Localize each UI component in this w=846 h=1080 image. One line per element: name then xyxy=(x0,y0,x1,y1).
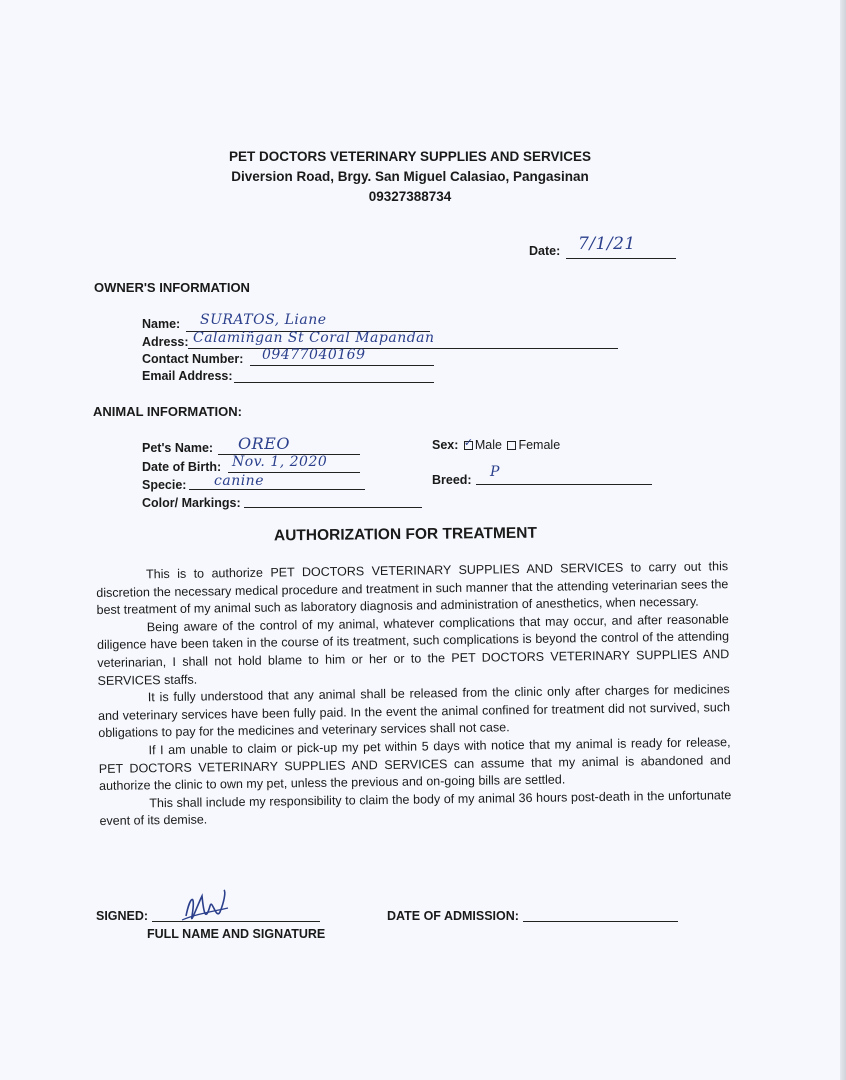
pet-name-value: OREO xyxy=(238,434,290,453)
owner-address-value: Calamiñgan St Coral Mapandan xyxy=(193,330,435,346)
page-edge-shadow xyxy=(840,0,846,1080)
specie-field[interactable] xyxy=(189,489,365,490)
dob-label: Date of Birth: xyxy=(142,460,222,474)
authorization-paragraph-5: This shall include my responsibility to claim the body of my animal 36 hours post-death in the unfortunate event of its demise. xyxy=(99,787,732,829)
sex-field xyxy=(432,438,560,452)
specie-label: Specie: xyxy=(142,478,187,492)
owner-section-title: OWNER'S INFORMATION xyxy=(94,280,250,295)
date-label: Date: xyxy=(529,244,561,258)
specie-value: canine xyxy=(214,473,264,489)
authorization-paragraph-2: Being aware of the control of my animal, whatever complications that may occur, and after reasonable diligence have been taken in the course of its treatment, such complications is beyond the control of the attending veterinarian, I shall not hold blame to him or her or to the PET DOCTORS VETERINARY SUPPLIES AND SERVICES staffs. xyxy=(96,611,730,688)
male-checkbox[interactable]: ✓ xyxy=(463,437,474,450)
date-value: 7/1/21 xyxy=(578,234,636,254)
owner-name-value: SURATOS, Liane xyxy=(200,312,327,328)
breed-label: Breed: xyxy=(432,473,472,487)
female-option-label: Female xyxy=(518,438,561,452)
sex-label: Sex: xyxy=(432,438,459,452)
pet-name-label: Pet's Name: xyxy=(142,441,214,455)
signature-caption: FULL NAME AND SIGNATURE xyxy=(147,927,326,941)
owner-name-label: Name: xyxy=(142,317,181,331)
authorization-title: AUTHORIZATION FOR TREATMENT xyxy=(273,524,537,545)
breed-field[interactable] xyxy=(476,484,652,485)
owner-address-field[interactable] xyxy=(188,348,618,349)
company-phone: 09327388734 xyxy=(368,189,452,204)
authorization-paragraph-1: This is to authorize PET DOCTORS VETERINARY SUPPLIES AND SERVICES to carry out this discretion the necessary medical procedure and treatment in such manner that the attending veterinarian sees the best treatment of my animal such as laboratory diagnosis and administration of anesthetics, when necessary. xyxy=(96,559,729,618)
owner-address-label: Adress: xyxy=(142,335,189,349)
color-markings-field[interactable] xyxy=(244,507,422,508)
email-label: Email Address: xyxy=(142,369,233,383)
animal-section-title: ANIMAL INFORMATION: xyxy=(93,404,242,419)
color-markings-label: Color/ Markings: xyxy=(142,496,241,510)
admission-date-label: DATE OF ADMISSION: xyxy=(387,909,519,923)
company-address: Diversion Road, Brgy. San Miguel Calasiao, Pangasinan xyxy=(231,169,589,184)
contact-number-value: 09477040169 xyxy=(262,347,366,363)
authorization-paragraph-4: If I am unable to claim or pick-up my pet within 5 days with notice that my animal is ready for release, PET DOCTORS VETERINARY SUPPLIES AND SERVICES can assume that my animal is abandoned and authorize the clinic to own my pet, unless the previous and on-going bills are settled. xyxy=(98,735,731,794)
signature-scribble-icon xyxy=(176,886,236,930)
email-field[interactable] xyxy=(234,382,434,383)
authorization-paragraph-3: It is fully understood that any animal shall be released from the clinic only after charges for medicines and veterinary services have been fully paid. In the event the animal confined for treatment did not survived, such obligations to pay for the medicines and veterinary services shall not case. xyxy=(97,682,731,741)
breed-value: P xyxy=(490,464,500,480)
signed-label: SIGNED: xyxy=(96,909,149,923)
admission-date-field[interactable] xyxy=(523,921,678,922)
contact-number-label: Contact Number: xyxy=(142,352,244,366)
dob-value: Nov. 1, 2020 xyxy=(232,454,328,470)
contact-number-field[interactable] xyxy=(250,365,434,366)
male-option-label: Male xyxy=(474,438,502,452)
company-name: PET DOCTORS VETERINARY SUPPLIES AND SERVICES xyxy=(228,149,592,164)
female-checkbox[interactable] xyxy=(507,441,516,450)
authorization-text xyxy=(96,558,732,831)
date-field-line[interactable] xyxy=(566,258,676,259)
